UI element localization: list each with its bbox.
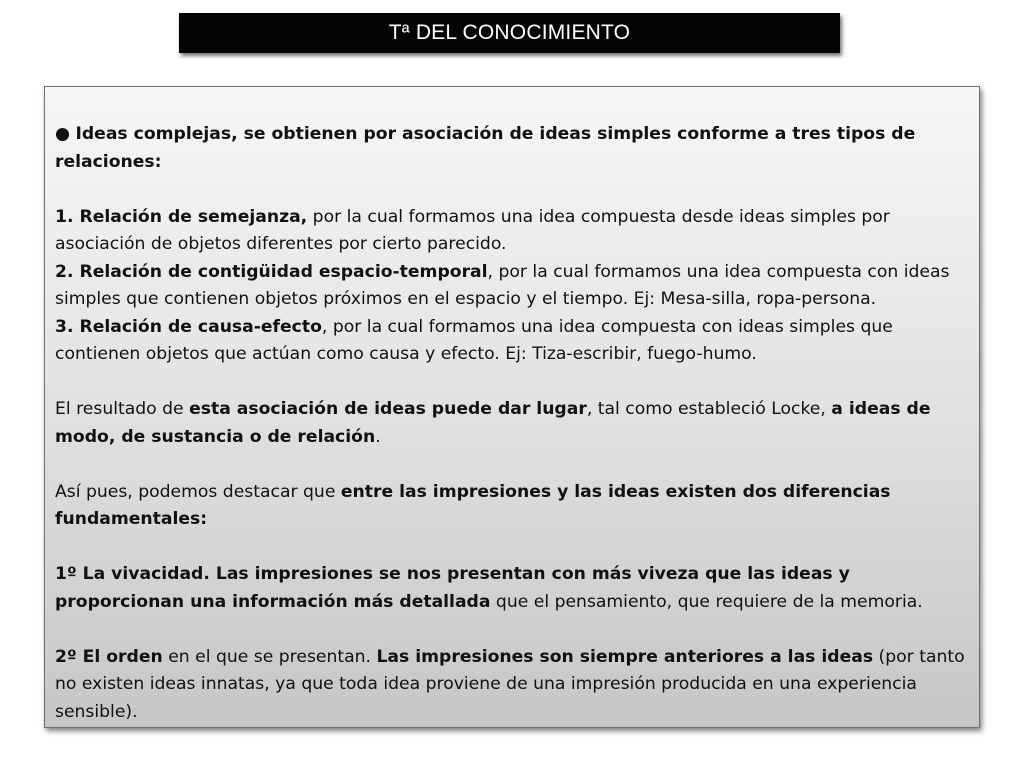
slide-title-bar [179, 13, 840, 53]
relation-item [55, 259, 969, 314]
relation-title: 3. Relación de causa-efecto [55, 316, 322, 337]
result-bold: esta asociación de ideas puede dar lugar [189, 399, 587, 419]
spacer [55, 369, 969, 397]
bullet-icon: ● [55, 124, 70, 144]
vivacity-paragraph [55, 561, 969, 616]
spacer [55, 451, 969, 479]
intro-paragraph [55, 121, 969, 176]
result-paragraph [55, 396, 969, 451]
intro-text: Ideas complejas, se obtienen por asociación de ideas simples conforme a tres tipos de relaciones: [55, 124, 916, 172]
relation-item [55, 204, 969, 259]
relation-text: , por la cual formamos una idea compuesta con ideas simples que contienen objetos que actúan como causa y efecto. Ej: Tiza-escribir, fuego-humo. [55, 316, 893, 364]
spacer [55, 176, 969, 204]
vivacity-text: que el pensamiento, que requiere de la memoria. [490, 591, 923, 612]
differences-text: Así pues, podemos destacar que [55, 481, 341, 502]
differences-paragraph [55, 479, 969, 534]
vivacity-bold: 1º La vivacidad. Las impresiones se nos presentan con más viveza que las ideas y proporcionan una información más detallada [55, 564, 850, 612]
relation-item [55, 314, 969, 369]
spacer [55, 616, 969, 644]
result-text: . [375, 426, 381, 447]
order-text: (por tanto no existen ideas innatas, ya que toda idea proviene de una impresión producida en una experiencia sensible). [55, 646, 965, 722]
relation-title: 1. Relación de semejanza, [55, 206, 308, 227]
order-bold: 2º El orden [55, 646, 163, 667]
result-text: El resultado de [55, 399, 190, 419]
content-box [44, 86, 980, 728]
order-bold: Las impresiones son siempre anteriores a las ideas [376, 646, 874, 667]
relation-text: por la cual formamos una idea compuesta desde ideas simples por asociación de objetos diferentes por cierto parecido. [55, 206, 890, 254]
order-text: en el que se presentan. [162, 646, 377, 667]
spacer [55, 534, 969, 562]
order-paragraph [55, 644, 969, 727]
slide-title: Tª DEL CONOCIMIENTO [388, 21, 631, 44]
differences-bold: entre las impresiones y las ideas existen dos diferencias fundamentales: [55, 481, 891, 529]
result-bold: a ideas de modo, de sustancia o de relación [55, 399, 931, 447]
relation-text: , por la cual formamos una idea compuesta con ideas simples que contienen objetos próximos en el espacio y el tiempo. Ej: Mesa-silla, ropa-persona. [55, 261, 950, 309]
result-text: , tal como estableció Locke, [586, 399, 832, 419]
relation-title: 2. Relación de contigüidad espacio-temporal [55, 261, 488, 282]
